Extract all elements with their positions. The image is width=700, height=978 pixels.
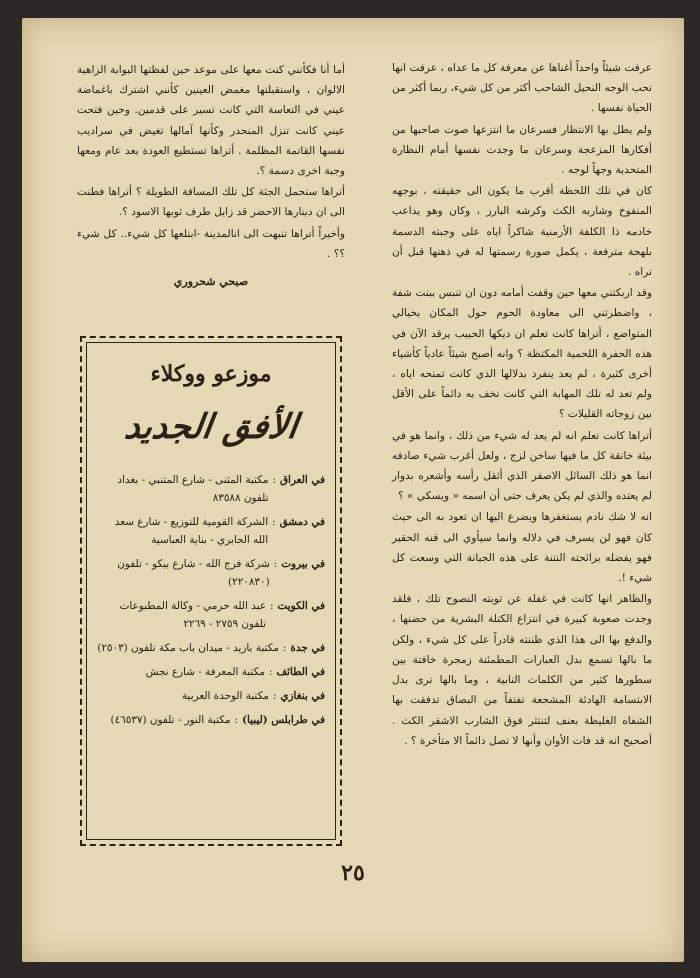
ad-inner-frame xyxy=(86,342,336,840)
distributor-entry xyxy=(97,555,325,591)
story-column-right xyxy=(392,58,652,752)
paragraph: ولم يطل بها الانتظار فسرعان ما انتزعها صوت صاحبها من أفكارها المزعجة وسرعان ما وجدت نفسها أمام النظارة المتحدية وجهاً لوجه . xyxy=(392,123,652,177)
paragraph: أتراها ستحمل الجثة كل تلك المسافة الطويلة ؟ أتراها فطنت الى ان دينارها الاحضر قد زايل طرف ثوبها الاسود ؟. xyxy=(77,186,345,219)
distributor-entry xyxy=(97,471,325,507)
page-number: ٢٥ xyxy=(341,860,365,886)
separator: : xyxy=(234,714,239,726)
distributor-city: في بيروت xyxy=(281,558,325,570)
distributor-details: الشركة القومية للتوزيع - شارع سعد الله الجابري - بناية العباسية xyxy=(114,516,269,546)
author-signature: صبحي شحروري xyxy=(173,275,249,289)
distributor-details: عبد الله حرمي - وكالة المطبوعات تلفون ٢٧٥٩ - ٢٢٦٩ xyxy=(119,600,266,630)
distributor-city: في الطائف xyxy=(276,666,325,678)
separator: : xyxy=(273,558,278,570)
distributor-entry xyxy=(97,663,325,681)
distributor-city: في جدة xyxy=(290,642,325,654)
distributor-entry xyxy=(97,711,325,729)
separator: : xyxy=(272,474,276,486)
separator: : xyxy=(272,516,276,528)
distributor-details: مكتبة المعرفة - شارع نجش xyxy=(145,666,265,678)
distributor-entry xyxy=(97,687,325,705)
distributor-details: مكتبة النور - تلفون (٤٦٥٣٧) xyxy=(110,714,231,726)
paragraph: وقد اربكتني معها حين وقفت أمامه دون ان تنبس ببنت شفة ، واضطرتني الى معاودة الحوم حول المكان بخيالي المتواضع ، أتراها كانت تعلم ان ديكها الحبيب يرقد الآن في هذه الحفرة اللحمية المكتظة ؟ وانه أصبح شيئاً عادياً كأشياء أخرى كثيرة ، لم يعد ينفرد بدلالها الذي كانت تمنحه اياه ، ولم تعد له تلك المهابة التي كانت تخف به دائماً على الأقل بين زوجاته القليلات ؟ xyxy=(392,287,652,421)
paragraph: انه لا شك نادم يستغفرها ويضرع اليها ان تعود به الى حيث كان فهو لن يسرف في دلاله وانما سيأوي الى قنه الحقير فهو يفضله برائحته النتنة على هذه الجبانة التي وسعت كل شيء !. xyxy=(392,511,652,585)
paragraph: وأخيراً أتراها تنبهت الى انالمدينة -ابتلعها كل شيء.. كل شيء ؟؟ . xyxy=(77,227,345,260)
separator: : xyxy=(272,690,277,702)
separator: : xyxy=(268,666,273,678)
distributor-city: في بنغازي xyxy=(280,690,325,702)
distributor-details: مكتبة بازيد - ميدان باب مكة تلفون (٢٥٠٣) xyxy=(97,642,279,654)
paragraph: والظاهر انها كانت في غفلة عن توبته النصوح تلك ، فلقد وجدت صعوبة كبيرة في انتزاع الكتلة البشرية من حضنها ، والدفع بها الى هذا الذي ظننته قادراً على كل شيء ، ولكن ما بالها تسمع بدل العبارات المطمئنة زمجرة خافتة بين سطورها كثير من الكلمات النابية ، وما بالها ترى بدل الابتسامة الهادئة المشجعة تفتفاً من البصاق تدفقت بها الشفاه الغليظة بعنف لتنتثر فوق الشارب الاشقر الكث . أصحيح انه قد فات الأوان وأنها لا تصل دائماً الا متأخرة ؟ . xyxy=(392,593,652,747)
distributor-entry xyxy=(97,513,325,549)
story-column-left xyxy=(77,60,345,292)
paragraph: أتراها كانت تعلم انه لم يعد له شيء من ذلك ، وانما هو في بيئة خانقة كل ما فيها ساخن لزج ، ولعل أغرب شيء صادفه انما هو ذلك السائل الاصفر الذي أثقل رأسه وأشعره بدوار لم يعتده والذي لم يكن يعرف حتى أن اسمه « ويسكي » ؟ xyxy=(392,429,652,503)
distributor-city: في الكويت xyxy=(277,600,325,612)
distributor-entry xyxy=(97,597,325,633)
distributors-advertisement xyxy=(80,336,342,846)
distributor-details: شركة فرج الله - شارع بيكو - تلفون (٢٢٠٨٣٠) xyxy=(117,558,270,588)
magazine-page xyxy=(22,18,684,962)
distributor-details: مكتبة الوحدة العربية xyxy=(181,690,269,702)
paragraph: عرفت شيئاً واحداً أغناها عن معرفة كل ما عداه ، عرفت انها تحب الوجه النحيل الشاحب أكثر من كل شيء، ربما أكثر من الحياة نفسها . xyxy=(392,62,652,115)
magazine-logo: الأفق الجديد xyxy=(122,407,300,447)
distributor-city: في طرابلس (ليبيا) xyxy=(242,714,325,726)
separator: : xyxy=(269,600,274,612)
ad-heading: موزعو ووكلاء xyxy=(150,361,272,387)
paragraph: أما أنا فكأنني كنت معها على موعد حين لفظتها البوابة الزاهية الالوان ، واستقبلتها مغمض العينين كأنني اشترك باغماضة عيني في التعاسة التي كانت تسير على قدمين. وحين فتحت عيني كانت تنزل المنحدر وكأنها آمالها تغيض في سراديب نفسها القاتمة المظلمة . أتراها تستطيع العودة بعد عام ومعها وجبة اخرى دسمة ؟. xyxy=(77,64,345,178)
paragraph: كان في تلك اللحظة أقرب ما يكون الى حقيقته ، بوجهه المنفوخ وشاربه الكث وكرشه البارز ، وكان وهو يداعب خادمه ذا الكلفة الأرمنية شاكراً اياه على وجبته الدسمة بلهجة مترفعة ، يكمل صورة رسمتها له في ذهنها قبل أن تراه . xyxy=(392,185,652,279)
distributor-city: في دمشق xyxy=(279,516,325,528)
distributor-city: في العراق xyxy=(280,474,325,486)
distributor-details: مكتبة المثنى - شارع المتنبي - بغداد تلفون ٨٣٥٨٨ xyxy=(117,474,269,504)
separator: : xyxy=(282,642,287,654)
distributor-entry xyxy=(97,639,325,657)
